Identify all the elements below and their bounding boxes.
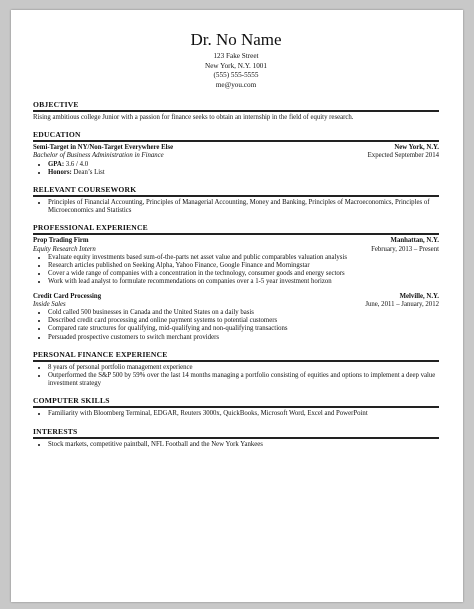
objective-text: Rising ambitious college Junior with a passion for finance seeks to obtain an internship in the field of equity research. — [33, 114, 354, 121]
list-item — [48, 169, 439, 177]
experience-section — [33, 223, 439, 341]
list-item: • Described credit card processing and online payment systems to potential customers — [48, 317, 439, 325]
list-item: • Compared rate structures for qualifying, mid-qualifying and non-qualifying transactions — [48, 325, 439, 333]
interests-list — [33, 441, 439, 449]
job-entry — [33, 237, 439, 286]
honors-label: Honors: — [48, 168, 72, 176]
candidate-name: Dr. No Name — [190, 30, 282, 49]
job-role-row — [33, 246, 439, 254]
objective-heading: OBJECTIVE — [33, 100, 439, 112]
school-name: Semi-Target in NY/Non-Target Everywhere Else — [33, 144, 174, 152]
graduation-date: Expected September 2014 — [367, 152, 439, 160]
coursework-section — [33, 185, 439, 215]
job-company-row — [33, 237, 439, 245]
personal-finance-section — [33, 350, 439, 389]
job-dates: February, 2013 – Present — [371, 245, 439, 253]
gpa-label: GPA: — [48, 160, 65, 168]
job-role: Equity Research Intern — [33, 245, 96, 253]
job-company: Prop Trading Firm — [33, 237, 89, 245]
skills-section — [33, 396, 439, 418]
job-location: Melville, N.Y. — [399, 292, 439, 300]
education-heading: EDUCATION — [33, 130, 439, 142]
job-role: Inside Sales — [33, 300, 66, 308]
skills-heading: COMPUTER SKILLS — [33, 396, 439, 408]
education-section — [33, 130, 439, 177]
street-address: 123 Fake Street — [213, 52, 259, 60]
resume-header — [33, 30, 439, 90]
job-location: Manhattan, N.Y. — [390, 237, 439, 245]
education-details — [33, 161, 439, 177]
city-address: New York, N.Y. 1001 — [205, 61, 267, 70]
phone-number: (555) 555-5555 — [213, 71, 259, 79]
job-entry — [33, 293, 439, 342]
list-item: • Work with lead analyst to formulate recommendations on companies over a 1-5 year investment horizon — [48, 278, 439, 286]
list-item: • Evaluate equity investments based sum-of-the-parts net asset value and public comparables valuation analysis — [48, 254, 439, 262]
job-company: Credit Card Processing — [33, 292, 102, 300]
job-role-row — [33, 301, 439, 309]
list-item: • Cover a wide range of companies with a concentration in the technology, consumer goods and energy sectors — [48, 270, 439, 278]
list-item: • Principles of Financial Accounting, Principles of Managerial Accounting, Money and Banking, Principles of Macroeconomics, Principles of Microeconomics and Statistics — [48, 199, 439, 215]
list-item: • Cold called 500 businesses in Canada and the United States on a daily basis — [48, 309, 439, 317]
coursework-list — [33, 199, 439, 215]
resume-page — [11, 10, 463, 602]
coursework-heading: RELEVANT COURSEWORK — [33, 185, 439, 197]
objective-section — [33, 100, 439, 122]
honors-value: Dean’s List — [71, 168, 105, 176]
list-item: • 8 years of personal portfolio management experience — [48, 364, 439, 372]
experience-heading: PROFESSIONAL EXPERIENCE — [33, 223, 439, 235]
skills-list — [33, 410, 439, 418]
list-item: • Stock markets, competitive paintball, NFL Football and the New York Yankees — [48, 441, 439, 449]
interests-section — [33, 427, 439, 449]
education-school-row — [33, 144, 439, 152]
gpa-value: 3.6 / 4.0 — [64, 160, 89, 168]
job-company-row — [33, 293, 439, 301]
job-dates: June, 2011 – January, 2012 — [365, 300, 439, 308]
list-item: • Outperformed the S&P 500 by 59% over the last 14 months managing a portfolio consisting of equities and options to implement a deep value investment strategy — [48, 372, 439, 388]
education-degree-row — [33, 152, 439, 160]
personal-finance-heading: PERSONAL FINANCE EXPERIENCE — [33, 350, 439, 362]
personal-finance-list — [33, 364, 439, 389]
list-item — [48, 161, 439, 169]
interests-heading: INTERESTS — [33, 427, 439, 439]
list-item: • Research articles published on Seeking Alpha, Yahoo Finance, Google Finance and Morningstar — [48, 262, 439, 270]
degree: Bachelor of Business Administration in Finance — [33, 152, 164, 160]
list-item: • Persuaded prospective customers to switch merchant providers — [48, 334, 439, 342]
school-location: New York, N.Y. — [394, 144, 439, 152]
email-address: me@you.com — [215, 80, 257, 89]
job-bullets — [33, 254, 439, 287]
job-bullets — [33, 309, 439, 342]
list-item: • Familiarity with Bloomberg Terminal, EDGAR, Reuters 3000x, QuickBooks, Microsoft Word, Excel and PowerPoint — [48, 410, 439, 418]
